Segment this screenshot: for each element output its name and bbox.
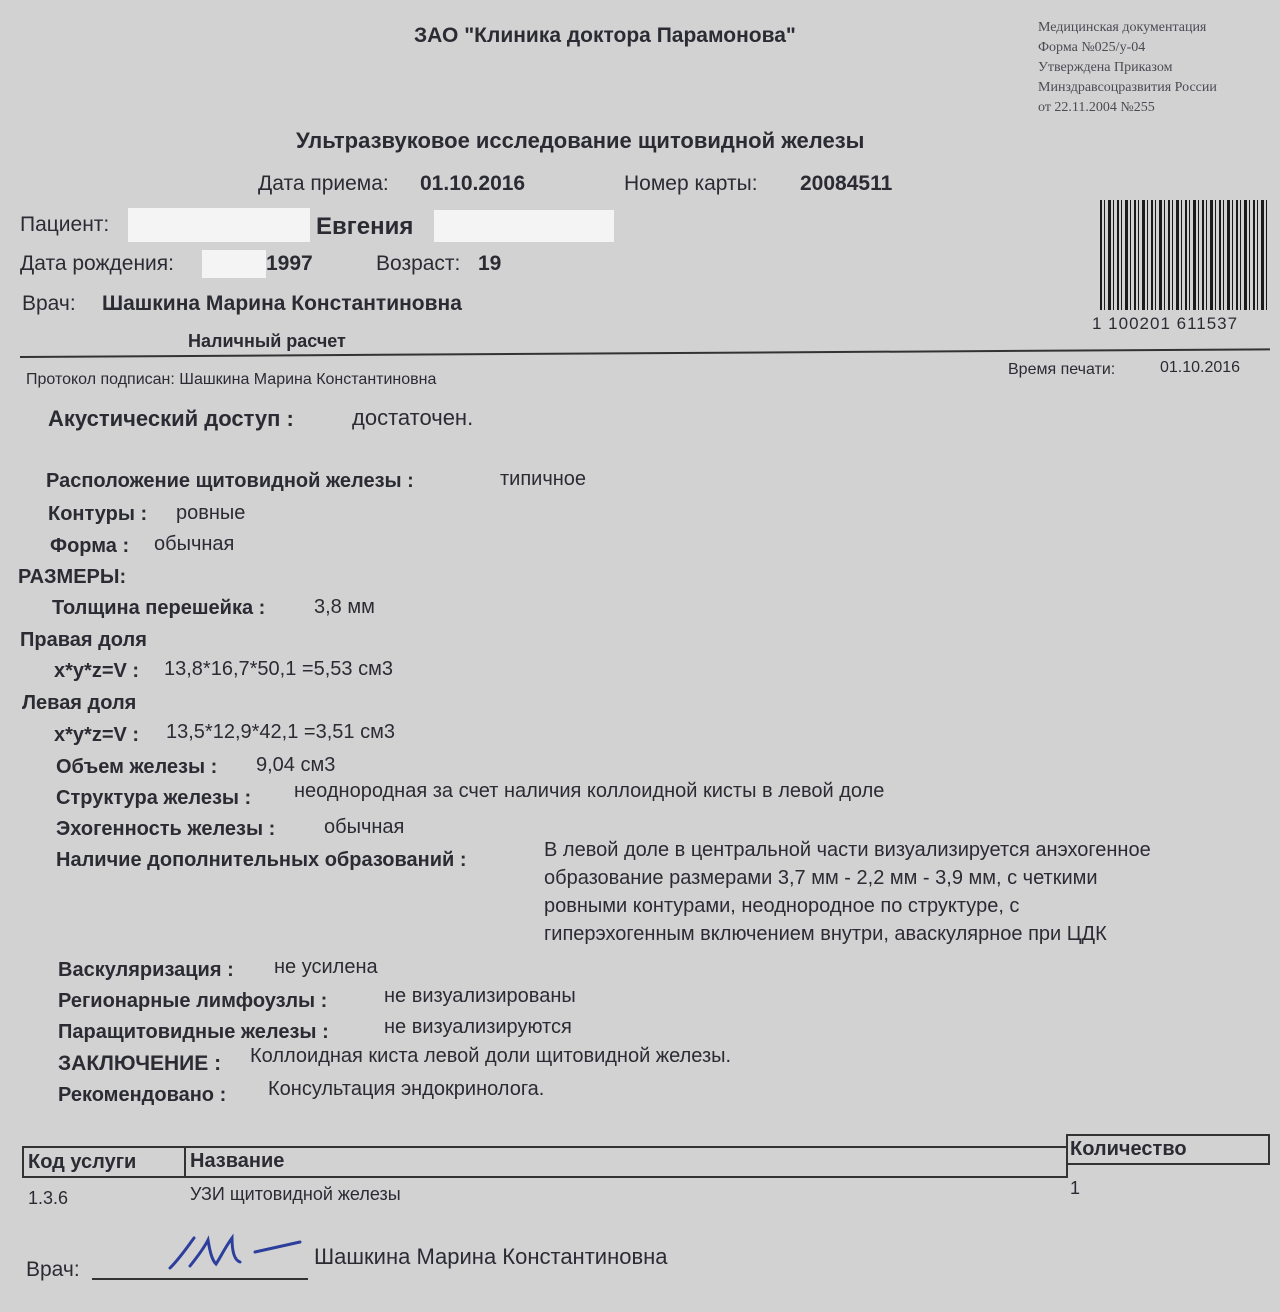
location-value: типичное	[500, 468, 587, 490]
document-title: Ультразвуковое исследование щитовидной железы	[296, 128, 865, 153]
payment-type: Наличный расчет	[188, 331, 346, 351]
table-header-code: Код услуги	[28, 1151, 137, 1173]
service-quantity: 1	[1070, 1178, 1081, 1198]
redacted-dob	[202, 250, 266, 278]
card-number: 20084511	[800, 172, 893, 195]
acoustic-label: Акустический доступ :	[48, 406, 294, 431]
footer-doctor-label: Врач:	[26, 1258, 80, 1281]
volume-value: 9,04 см3	[256, 754, 336, 776]
card-number-label: Номер карты:	[624, 172, 758, 195]
form-note	[1038, 18, 1217, 118]
left-lobe-heading: Левая доля	[22, 692, 137, 714]
patient-name: Евгения	[316, 213, 414, 240]
table-header-bottom-border	[22, 1176, 1066, 1178]
right-formula-label: x*y*z=V :	[54, 660, 140, 682]
clinic-name: ЗАО "Клиника доктора Парамонова"	[414, 24, 796, 47]
conclusion-value: Коллоидная киста левой доли щитовидной железы.	[250, 1045, 732, 1067]
lymph-nodes-label: Регионарные лимфоузлы :	[58, 990, 328, 1012]
table-header-name: Название	[190, 1150, 285, 1172]
form-note-line: Минздравсоцразвития России	[1038, 80, 1217, 95]
redacted-patronymic	[434, 210, 614, 242]
left-formula-value: 13,5*12,9*42,1 =3,51 см3	[166, 721, 395, 743]
contours-value: ровные	[176, 502, 246, 524]
visit-date-label: Дата приема:	[258, 172, 389, 195]
lymph-nodes-value: не визуализированы	[384, 985, 576, 1007]
extra-formations-line: ровными контурами, неоднородное по структуре, с	[544, 895, 1020, 917]
echo-value: обычная	[324, 816, 405, 838]
form-note-line: от 22.11.2004 №255	[1038, 100, 1155, 115]
signature-line	[92, 1278, 308, 1280]
table-header-bottom-border	[1066, 1163, 1270, 1165]
visit-date: 01.10.2016	[420, 172, 526, 195]
table-top-border	[22, 1146, 1066, 1148]
structure-label: Структура железы :	[56, 787, 252, 809]
table-column-divider	[184, 1146, 186, 1178]
recommendation-label: Рекомендовано :	[58, 1084, 227, 1106]
vascularization-value: не усилена	[274, 956, 378, 978]
parathyroid-label: Паращитовидные железы :	[58, 1021, 329, 1043]
table-column-divider	[1268, 1134, 1270, 1165]
contours-label: Контуры :	[48, 503, 148, 525]
parathyroid-value: не визуализируются	[384, 1016, 572, 1038]
print-time: 01.10.2016	[1160, 359, 1241, 376]
doctor-label: Врач:	[22, 292, 76, 315]
volume-label: Объем железы :	[56, 756, 218, 778]
isthmus-label: Толщина перешейка :	[52, 597, 266, 619]
table-header-quantity: Количество	[1070, 1138, 1187, 1160]
echo-label: Эхогенность железы :	[56, 818, 276, 840]
table-column-divider	[1066, 1134, 1068, 1178]
patient-label: Пациент:	[20, 213, 110, 236]
age-label: Возраст:	[376, 252, 461, 275]
left-formula-label: x*y*z=V :	[54, 724, 140, 746]
signature	[160, 1228, 310, 1278]
extra-formations-value	[544, 836, 1151, 948]
form-note-line: Утверждена Приказом	[1038, 60, 1173, 75]
extra-formations-line: гиперэхогенным включением внутри, аваскулярное при ЦДК	[544, 923, 1107, 945]
doctor-name: Шашкина Марина Константиновна	[102, 292, 462, 315]
form-note-line: Форма №025/у-04	[1038, 40, 1146, 55]
service-code: 1.3.6	[28, 1188, 69, 1208]
sizes-heading: РАЗМЕРЫ:	[18, 566, 127, 588]
footer-doctor-name: Шашкина Марина Константиновна	[314, 1244, 668, 1269]
extra-formations-line: образование размерами 3,7 мм - 2,2 мм - 3,9 мм, с четкими	[544, 867, 1098, 889]
dob-year: 1997	[266, 252, 313, 275]
barcode	[1100, 200, 1268, 310]
barcode-number: 1 100201 611537	[1092, 314, 1239, 333]
shape-value: обычная	[154, 533, 235, 555]
age: 19	[478, 252, 502, 275]
redacted-surname	[128, 208, 310, 242]
conclusion-label: ЗАКЛЮЧЕНИЕ :	[58, 1052, 222, 1075]
right-lobe-heading: Правая доля	[20, 629, 147, 651]
isthmus-value: 3,8 мм	[314, 596, 375, 618]
extra-formations-line: В левой доле в центральной части визуализируется анэхогенное	[544, 839, 1151, 861]
extra-formations-label: Наличие дополнительных образований :	[56, 849, 467, 871]
form-note-line: Медицинская документация	[1038, 20, 1207, 35]
right-formula-value: 13,8*16,7*50,1 =5,53 см3	[164, 658, 393, 680]
vascularization-label: Васкуляризация :	[58, 959, 234, 981]
table-top-border	[1066, 1134, 1270, 1136]
table-column-divider	[22, 1146, 24, 1178]
location-label: Расположение щитовидной железы :	[46, 470, 414, 492]
print-time-label: Время печати:	[1008, 361, 1116, 378]
service-name: УЗИ щитовидной железы	[190, 1184, 401, 1204]
recommendation-value: Консультация эндокринолога.	[268, 1078, 545, 1100]
shape-label: Форма :	[50, 535, 130, 557]
acoustic-value: достаточен.	[352, 405, 474, 430]
structure-value: неоднородная за счет наличия коллоидной кисты в левой доле	[294, 780, 885, 802]
signed-by: Протокол подписан: Шашкина Марина Константиновна	[26, 371, 437, 388]
dob-label: Дата рождения:	[20, 252, 174, 275]
